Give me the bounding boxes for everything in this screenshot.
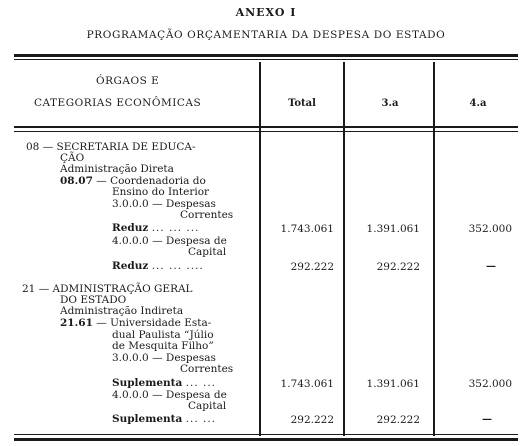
action-label: Reduz xyxy=(112,260,149,272)
category-line2: Correntes xyxy=(180,363,234,375)
value-total: 292.222 xyxy=(290,261,334,273)
org-name-line2: DO ESTADO xyxy=(60,294,127,306)
leader-dots: ... ... .... xyxy=(151,260,204,272)
leader-dots: ... ... ... xyxy=(151,222,200,234)
org-name-line2: ÇÃO xyxy=(60,152,85,164)
value-total: 1.743.061 xyxy=(280,378,334,390)
category2-line2: Capital xyxy=(188,400,227,412)
admin-type: Administração Direta xyxy=(60,163,174,175)
value-4a-empty-dash: — xyxy=(486,261,496,272)
annex-title: ANEXO I xyxy=(235,6,297,19)
value-3a: 1.391.061 xyxy=(366,378,420,390)
unit-line2: dual Paulista “Júlio xyxy=(112,329,214,341)
bottom-rule-thin xyxy=(14,434,518,435)
value-3a: 292.222 xyxy=(376,414,420,426)
header-rule-thick xyxy=(14,126,518,128)
category-line1: 3.0.0.0 — Despesas xyxy=(112,352,216,364)
action-label: Reduz xyxy=(112,222,149,234)
action-label: Suplementa xyxy=(112,413,183,425)
org-name-line1: 08 — SECRETARIA DE EDUCA- xyxy=(26,141,196,153)
leader-dots: ... ... xyxy=(185,377,217,389)
header-categories: CATEGORIAS ECONÔMICAS xyxy=(34,97,202,109)
bottom-rule-thick xyxy=(14,438,518,441)
category-line1: 3.0.0.0 — Despesas xyxy=(112,198,216,210)
top-rule-thick xyxy=(14,54,518,57)
value-3a: 292.222 xyxy=(376,261,420,273)
header-organs: ÓRGAOS E xyxy=(96,75,160,87)
column-separator-3 xyxy=(433,62,435,436)
value-total: 1.743.061 xyxy=(280,223,334,235)
unit-name: — Coordenadoria do xyxy=(92,175,206,187)
admin-type: Administração Indireta xyxy=(60,305,184,317)
value-3a: 1.391.061 xyxy=(366,223,420,235)
action-row-2 xyxy=(112,414,216,425)
unit-line2: Ensino do Interior xyxy=(112,186,210,198)
action-row-1 xyxy=(112,223,199,234)
value-4a: 352.000 xyxy=(468,378,512,390)
category2-line1: 4.0.0.0 — Despesa de xyxy=(112,235,227,247)
unit-line1 xyxy=(60,176,206,187)
column-header-3a: 3.a xyxy=(381,98,399,109)
action-row-2 xyxy=(112,261,204,272)
category2-line2: Capital xyxy=(188,246,227,258)
column-separator-1 xyxy=(259,62,261,436)
unit-code: 08.07 xyxy=(60,175,93,187)
value-4a-empty-dash: — xyxy=(482,414,492,425)
column-header-4a: 4.a xyxy=(469,98,487,109)
unit-line3: de Mesquita Filho” xyxy=(112,340,214,352)
category2-line1: 4.0.0.0 — Despesa de xyxy=(112,389,227,401)
column-header-total: Total xyxy=(288,98,316,109)
value-total: 292.222 xyxy=(290,414,334,426)
unit-name: — Universidade Esta- xyxy=(92,317,212,329)
action-label: Suplementa xyxy=(112,377,183,389)
column-separator-2 xyxy=(343,62,345,436)
leader-dots: ... ... xyxy=(185,413,217,425)
action-row-1 xyxy=(112,378,216,389)
org-name-line1: 21 — ADMINISTRAÇÃO GERAL xyxy=(22,283,193,295)
unit-code: 21.61 xyxy=(60,317,93,329)
document-subtitle: PROGRAMAÇÃO ORÇAMENTARIA DA DESPESA DO ESTADO xyxy=(86,29,446,41)
header-rule-thin xyxy=(14,131,518,132)
value-4a: 352.000 xyxy=(468,223,512,235)
unit-line1 xyxy=(60,318,211,329)
category-line2: Correntes xyxy=(180,209,234,221)
top-rule-thin xyxy=(14,59,518,60)
